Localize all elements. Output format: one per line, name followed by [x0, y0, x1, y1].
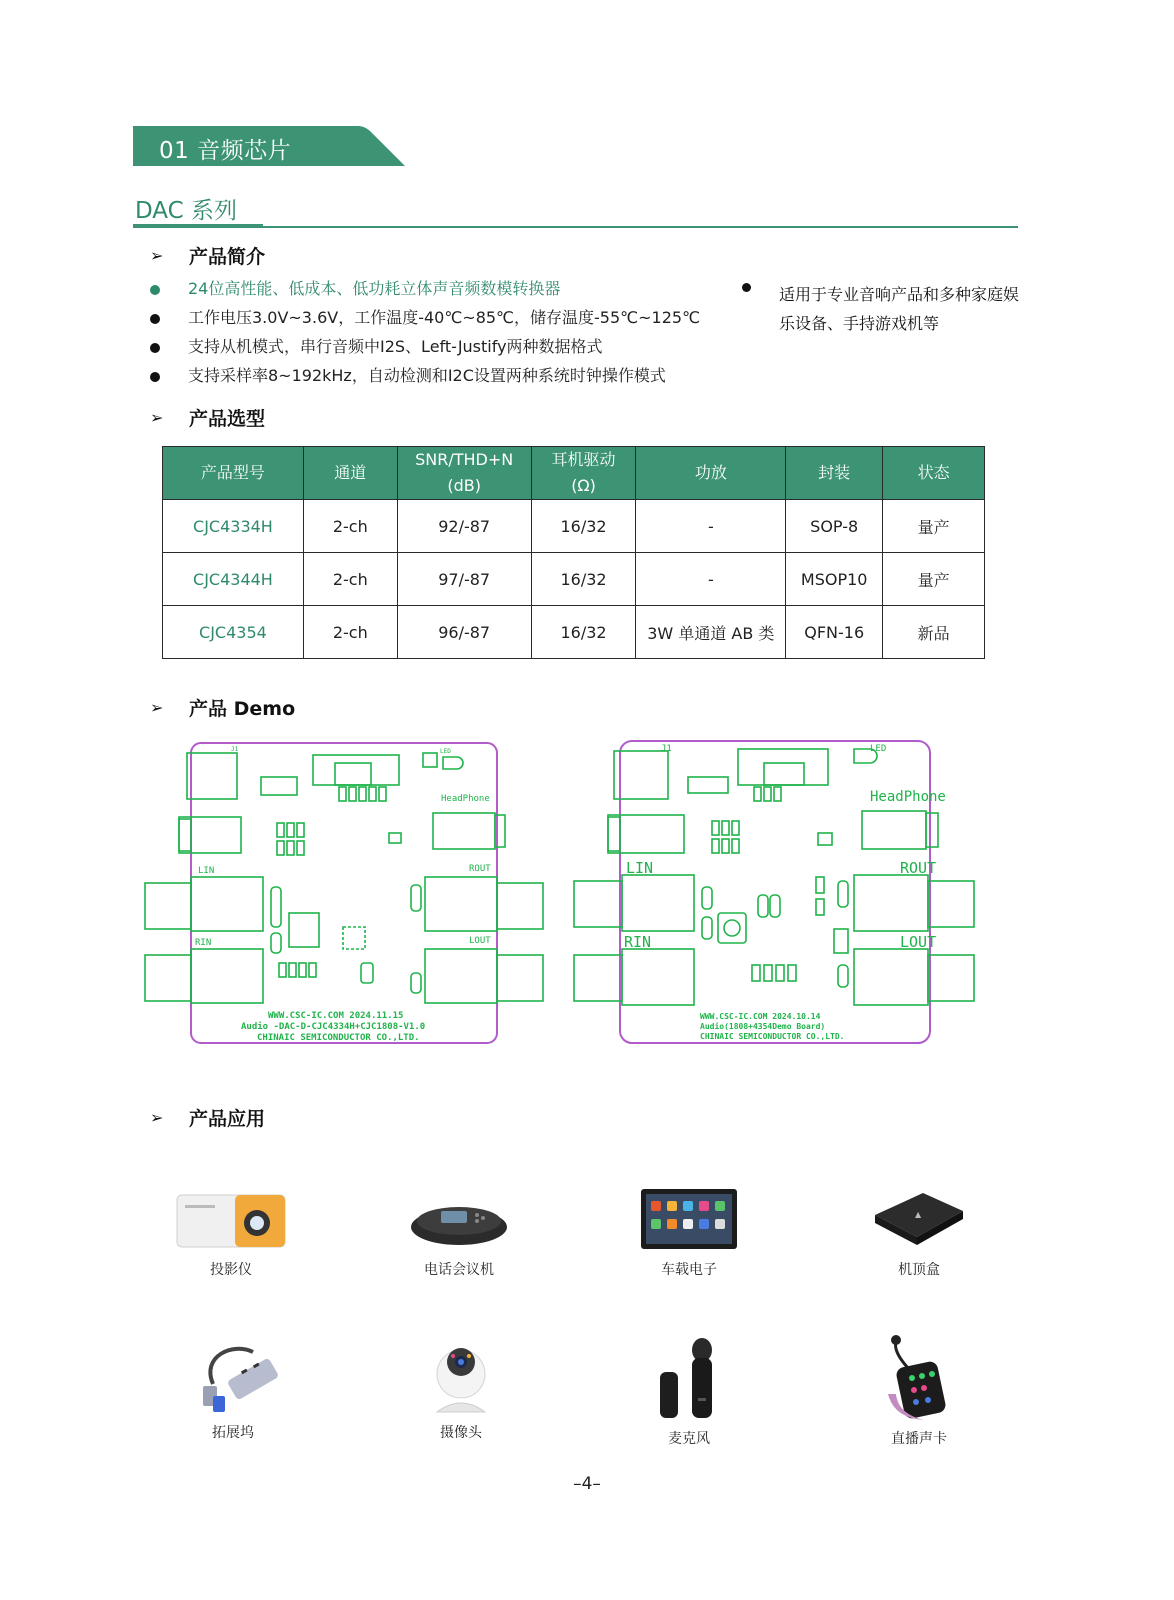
table-header-cell: 功放 [636, 447, 786, 500]
app-item-car-display [609, 1185, 769, 1279]
table-body [163, 500, 985, 659]
board2-lout-label: LOUT [900, 933, 937, 951]
board1-footer-line3: CHINAIC SEMICONDUCTOR CO.,LTD. [257, 1033, 420, 1043]
table-cell: 量产 [883, 553, 985, 606]
table-header-cell: 产品型号 [163, 447, 304, 500]
board1-footer-line1: WWW.CSC-IC.COM 2024.11.15 [268, 1011, 404, 1021]
product-model-cell: CJC4334H [163, 500, 304, 553]
table-row [163, 500, 985, 553]
applications-heading-text: 产品应用 [189, 1108, 266, 1130]
sound-card-icon [884, 1334, 954, 1422]
car-display-icon [639, 1185, 739, 1253]
table-cell: 16/32 [531, 606, 636, 659]
page-number: –4– [573, 1474, 601, 1494]
arrow-bullet-icon: ➢ [150, 246, 164, 265]
app-item-set-top-box [839, 1185, 999, 1279]
board2-led-label: LED [870, 744, 887, 754]
table-header-cell: 耳机驱动 (Ω) [531, 447, 636, 500]
arrow-bullet-icon: ➢ [150, 698, 164, 717]
board2-rout-label: ROUT [900, 859, 937, 877]
app-label: 麦克风 [668, 1431, 710, 1447]
bullet-dot-icon [742, 283, 751, 292]
table-cell: 2-ch [303, 606, 397, 659]
table-cell: MSOP10 [786, 553, 883, 606]
app-label: 机顶盒 [898, 1262, 940, 1278]
table-cell: 量产 [883, 500, 985, 553]
intro-bullet: 支持采样率8~192kHz，自动检测和I2C设置两种系统时钟操作模式 [150, 365, 730, 394]
app-label: 直播声卡 [891, 1431, 947, 1447]
table-header-cell: 状态 [883, 447, 985, 500]
board1-lout-label: LOUT [469, 936, 491, 946]
table-cell: SOP-8 [786, 500, 883, 553]
app-label: 电话会议机 [424, 1262, 494, 1278]
svg-text:▲: ▲ [915, 1210, 922, 1219]
app-label: 拓展坞 [212, 1425, 254, 1441]
intro-bullet: 支持从机模式，串行音频中I2S、Left-Justify两种数据格式 [150, 336, 730, 365]
table-header-cell: 通道 [303, 447, 397, 500]
table-row [163, 606, 985, 659]
app-item-camera [381, 1338, 541, 1442]
board1-rin-label: RIN [195, 938, 212, 948]
board1-headphone-label: HeadPhone [441, 794, 490, 804]
demo-board-2 [572, 737, 977, 1047]
applications-heading [150, 1104, 265, 1131]
usb-hub-icon [183, 1338, 283, 1416]
board1-footer-line2: Audio -DAC-D-CJC4334H+CJC1808-V1.0 [241, 1022, 426, 1032]
app-item-projector [151, 1185, 311, 1279]
series-divider [133, 226, 1018, 228]
intro-side-note [742, 280, 1022, 338]
board2-footer-line3: CHINAIC SEMICONDUCTOR CO.,LTD. [700, 1032, 845, 1041]
table-cell: 新品 [883, 606, 985, 659]
table-cell: 97/-87 [397, 553, 531, 606]
bullet-dot-icon [150, 343, 160, 353]
bullet-dot-icon [150, 372, 160, 382]
table-header-cell: SNR/THD+N (dB) [397, 447, 531, 500]
conference-phone-icon [407, 1185, 511, 1253]
table-header-row [163, 447, 985, 500]
board2-lin-label: LIN [626, 859, 654, 877]
side-note-text: 适用于专业音响产品和多种家庭娱乐设备、手持游戏机等 [779, 285, 1020, 333]
intro-heading-text: 产品简介 [189, 246, 266, 268]
demo-board-1 [143, 737, 545, 1047]
table-row [163, 553, 985, 606]
product-model-cell: CJC4354 [163, 606, 304, 659]
arrow-bullet-icon: ➢ [150, 1108, 164, 1127]
app-label: 投影仪 [210, 1262, 252, 1278]
table-cell: 16/32 [531, 553, 636, 606]
intro-bullet: 工作电压3.0V~3.6V，工作温度-40℃~85℃，储存温度-55℃~125℃ [150, 307, 730, 336]
table-header-cell: 封装 [786, 447, 883, 500]
board1-j1-label: J1 [231, 746, 239, 753]
board2-j1-label: J1 [661, 744, 672, 754]
board1-lin-label: LIN [198, 866, 215, 876]
series-divider-accent [133, 224, 263, 228]
demo-heading [150, 694, 295, 721]
app-item-usb-hub [153, 1338, 313, 1442]
app-item-sound-card [839, 1334, 999, 1448]
app-item-microphone [609, 1338, 769, 1448]
table-cell: - [636, 553, 786, 606]
board1-rout-label: ROUT [469, 864, 491, 874]
microphone-icon [654, 1338, 724, 1422]
section-banner [133, 126, 405, 166]
selection-heading-text: 产品选型 [189, 408, 266, 430]
board2-footer-line2: Audio(1808+4354Demo Board) [700, 1022, 826, 1031]
bullet-dot-icon [150, 285, 160, 295]
bullet-dot-icon [150, 314, 160, 324]
board2-headphone-label: HeadPhone [870, 789, 946, 805]
projector-icon [173, 1185, 289, 1253]
product-selection-table [162, 446, 985, 659]
app-item-conference-phone [379, 1185, 539, 1279]
intro-heading [150, 242, 265, 269]
set-top-box-icon [871, 1185, 967, 1253]
camera-icon [431, 1338, 491, 1416]
selection-heading [150, 404, 265, 431]
product-model-cell: CJC4344H [163, 553, 304, 606]
intro-bullet-list [150, 278, 730, 394]
board2-rin-label: RIN [624, 933, 652, 951]
intro-bullet: 24位高性能、低成本、低功耗立体声音频数模转换器 [150, 278, 730, 307]
arrow-bullet-icon: ➢ [150, 408, 164, 427]
table-cell: 2-ch [303, 553, 397, 606]
section-title: 01 音频芯片 [159, 138, 292, 164]
app-label: 车载电子 [661, 1262, 717, 1278]
pcb-layout-2 [572, 737, 977, 1047]
board2-footer-line1: WWW.CSC-IC.COM 2024.10.14 [700, 1012, 821, 1021]
table-cell: QFN-16 [786, 606, 883, 659]
table-cell: - [636, 500, 786, 553]
table-cell: 16/32 [531, 500, 636, 553]
table-cell: 96/-87 [397, 606, 531, 659]
series-title: DAC 系列 [135, 198, 238, 224]
table-cell: 3W 单通道 AB 类 [636, 606, 786, 659]
table-cell: 92/-87 [397, 500, 531, 553]
table-cell: 2-ch [303, 500, 397, 553]
demo-heading-text: 产品 Demo [189, 698, 296, 720]
pcb-layout-1 [143, 737, 545, 1047]
app-label: 摄像头 [440, 1425, 482, 1441]
board1-led-label: LED [440, 748, 451, 755]
